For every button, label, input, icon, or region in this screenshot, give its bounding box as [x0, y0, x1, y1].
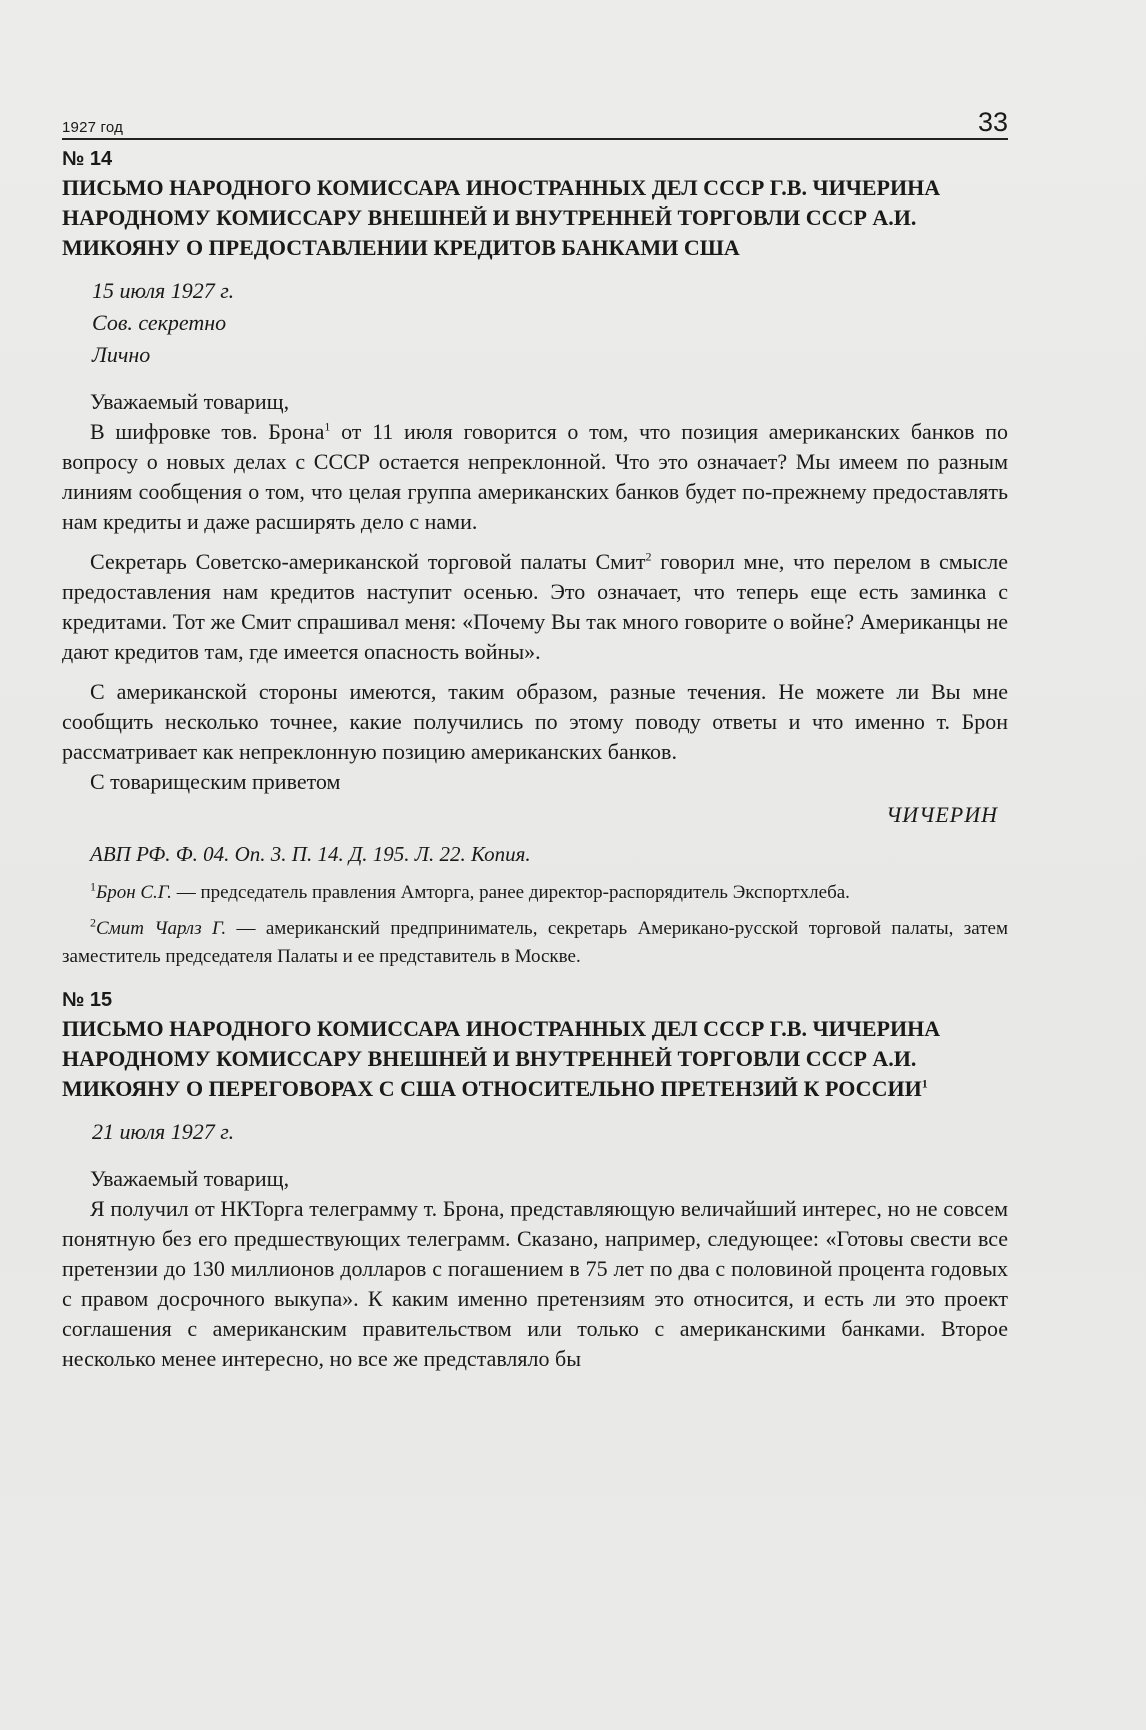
doc-classification: Сов. секретно — [92, 310, 227, 335]
doc-number: № 14 — [62, 148, 113, 170]
paragraph: В шифровке тов. Брона$^1$ от 11 июля говорится о том, что позиция американских банков по вопросу о новых делах с СССР остается непреклонной. Что это означает? Мы имеем по разным линиям сообщения о том, что целая группа американских банков будет по-прежнему предоставлять нам кредиты и даже расширять дело с нами. — [62, 419, 1008, 534]
page-content — [62, 108, 1008, 1374]
footnote: $^2$Смит Чарлз Г. — американский предприниматель, секретарь Американо-русской торговой палаты, затем заместитель председателя Палаты и ее представитель в Москве. — [62, 915, 1008, 967]
document-15 — [62, 989, 1008, 1374]
salutation: Уважаемый товарищ, — [90, 389, 290, 414]
closing: С товарищеским приветом — [90, 769, 341, 794]
footnote-ref: 2 — [645, 549, 652, 564]
doc-title: ПИСЬМО НАРОДНОГО КОМИССАРА ИНОСТРАННЫХ ДЕЛ СССР Г.В. ЧИЧЕРИНА НАРОДНОМУ КОМИССАРУ ВНЕШНЕЙ И ВНУТРЕННЕЙ ТОРГОВЛИ СССР А.И. МИКОЯНУ О ПЕРЕГОВОРАХ С США ОТНОСИТЕЛЬНО ПРЕТЕНЗИЙ К РОССИИ$^1$ — [62, 1016, 941, 1101]
paragraph: С американской стороны имеются, таким образом, разные течения. Не можете ли Вы мне сообщить несколько точнее, какие получились по этому поводу ответы и что именно т. Брон рассматривает как непреклонную позицию американских банков. — [62, 679, 1008, 764]
page-header — [62, 108, 1008, 140]
paragraph: Секретарь Советско-американской торговой палаты Смит$^2$ говорил мне, что перелом в смысле предоставления нам кредитов наступит осенью. Это означает, что теперь еще есть заминка с кредитами. Тот же Смит спрашивал меня: «Почему Вы так много говорите о войне? Американцы не дают кредитов там, где имеется опасность войны». — [62, 549, 1009, 664]
footnote-ref: 1 — [324, 419, 331, 434]
page-number: 33 — [977, 107, 1008, 137]
doc-number: № 15 — [62, 989, 113, 1011]
salutation: Уважаемый товарищ, — [90, 1166, 290, 1191]
footnote-ref: 1 — [921, 1076, 928, 1091]
archive-reference: АВП РФ. Ф. 04. Оп. 3. П. 14. Д. 195. Л. 22. Копия. — [90, 842, 531, 866]
doc-title: ПИСЬМО НАРОДНОГО КОМИССАРА ИНОСТРАННЫХ ДЕЛ СССР Г.В. ЧИЧЕРИНА НАРОДНОМУ КОМИССАРУ ВНЕШНЕЙ И ВНУТРЕННЕЙ ТОРГОВЛИ СССР А.И. МИКОЯНУ О ПРЕДОСТАВЛЕНИИ КРЕДИТОВ БАНКАМИ США — [62, 175, 941, 260]
doc-date: 21 июля 1927 г. — [92, 1119, 235, 1144]
running-head: 1927 год — [62, 119, 124, 136]
document-14 — [62, 148, 1008, 971]
doc-date: 15 июля 1927 г. — [92, 278, 235, 303]
paragraph: Я получил от НКТорга телеграмму т. Брона, представляющую величайший интерес, но не совсем понятную без его предшествующих телеграмм. Сказано, например, следующее: «Готовы свести все претензии до 130 миллионов долларов с погашением в 75 лет по два с половиной процента годовых с правом досрочного выкупа». К каким именно претензиям это относится, и есть ли это проект соглашения с американским правительством или только с американскими банками. Второе несколько менее интересно, но все же представляло бы — [62, 1196, 1008, 1371]
signature: ЧИЧЕРИН — [886, 802, 998, 827]
doc-personal-mark: Лично — [92, 342, 151, 367]
footnote: $^1$Брон С.Г. — председатель правления Амторга, ранее директор-распорядитель Экспортхлеба. — [90, 879, 850, 903]
